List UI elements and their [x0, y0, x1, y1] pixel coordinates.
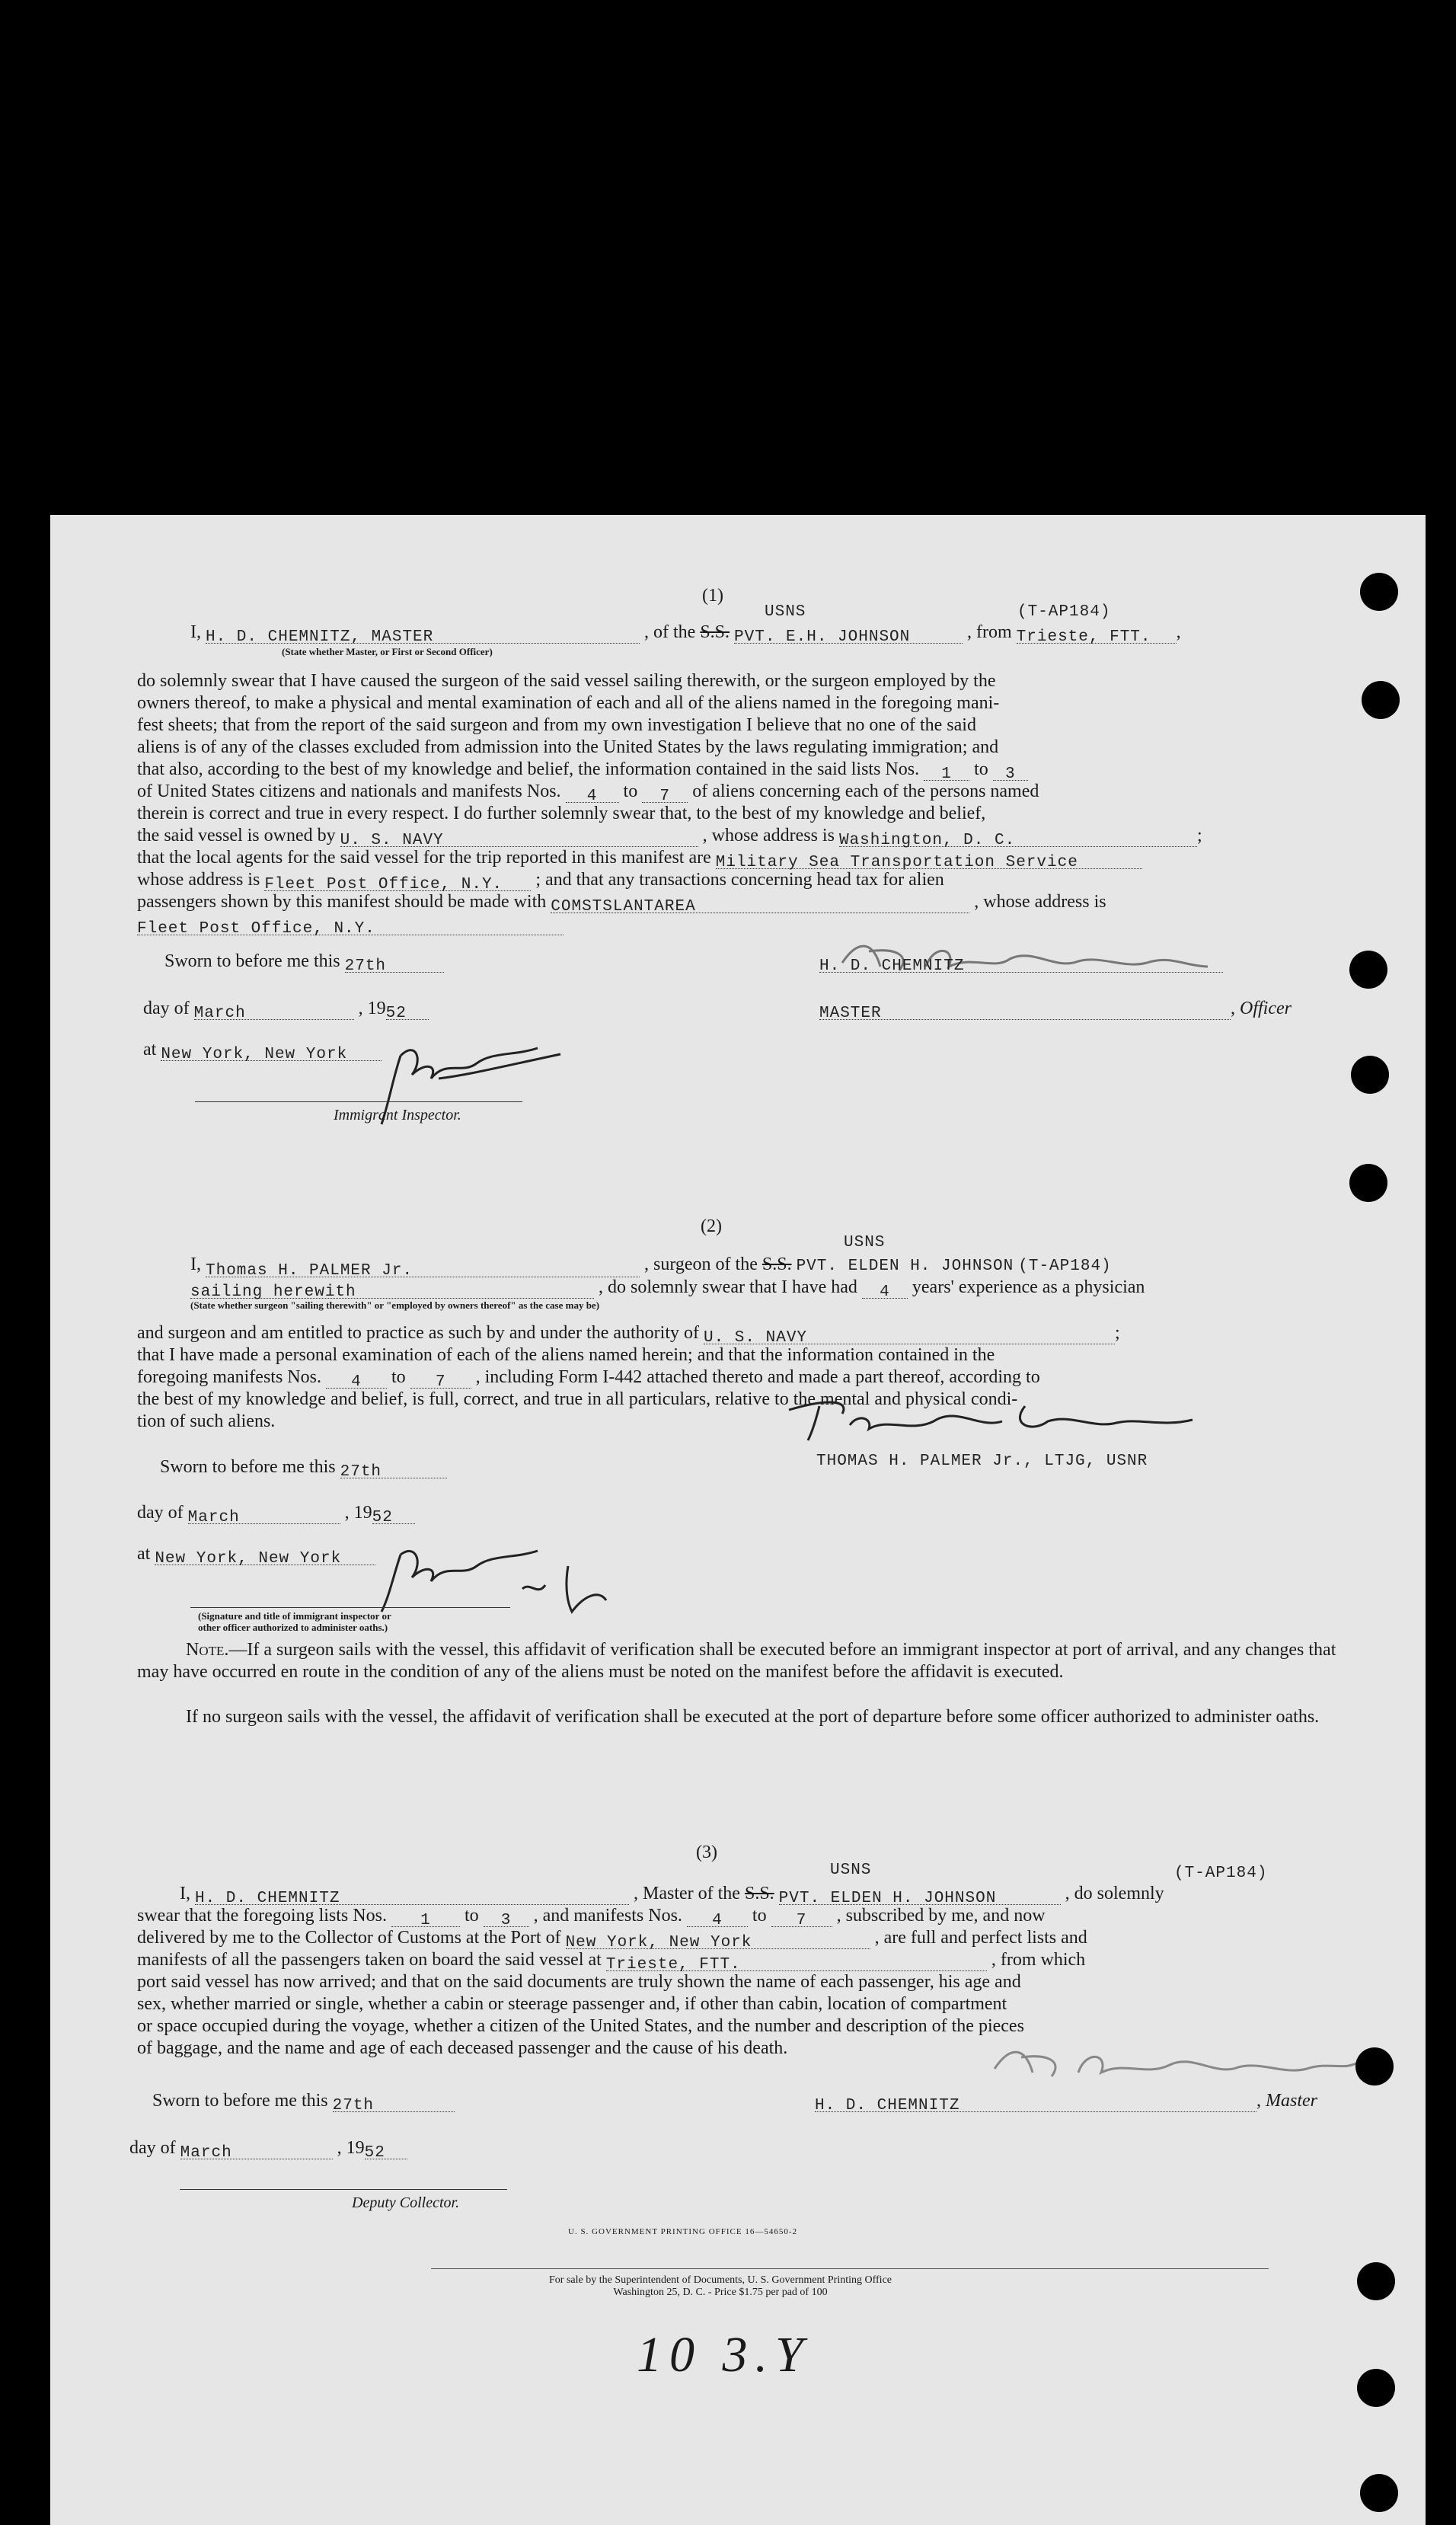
title-1: MASTER — [819, 1005, 882, 1022]
tax-address: Fleet Post Office, N.Y. — [137, 920, 375, 938]
tax-line: passengers shown by this manifest should be made with COMSTSLANTAREA , whose address is — [137, 892, 1106, 916]
years-experience: 4 — [880, 1283, 890, 1301]
signer-1: H. D. CHEMNITZ — [819, 957, 965, 975]
sworn-day-2: 27th — [340, 1463, 382, 1481]
authority: U. S. NAVY — [704, 1329, 808, 1347]
usns-label-2: USNS — [844, 1234, 886, 1251]
sale-line-2: Washington 25, D. C. - Price $1.75 per pad of 100 — [613, 2287, 828, 2298]
hull-number-2: (T-AP184) — [1018, 1258, 1112, 1275]
struck-ss: S.S. — [700, 622, 730, 642]
paragraph-2-line3: foregoing manifests Nos. 4 to 7 , including Form I-442 attached thereto and made a part thereof, according to — [137, 1367, 1040, 1391]
struck-ss-2: S.S. — [762, 1255, 792, 1274]
paragraph-3-line8: of baggage, and the name and age of each deceased passenger and the cause of his death. — [137, 2038, 788, 2058]
manifests-from-2: 4 — [351, 1373, 362, 1391]
manifests-to: 7 — [659, 788, 671, 805]
sailing-status: sailing herewith — [190, 1283, 356, 1301]
sworn-line-3: Sworn to before me this 27th — [152, 2090, 455, 2112]
vessel-name-2: PVT. ELDEN H. JOHNSON — [796, 1258, 1014, 1275]
paragraph-3-line7: or space occupied during the voyage, whether a citizen of the United States, and the number and description of the pieces — [137, 2016, 1024, 2036]
sailing-line: sailing herewith , do solemnly swear that I have had 4 years' experience as a physician — [190, 1277, 1145, 1301]
manifests-to-3: 7 — [796, 1912, 807, 1929]
paragraph-2-line4: the best of my knowledge and belief, is full, correct, and true in all particulars, relative to the mental and physical condi- — [137, 1389, 1018, 1409]
month-1: March — [193, 1005, 246, 1022]
punch-hole — [1351, 1056, 1389, 1094]
place-2: New York, New York — [155, 1550, 342, 1568]
inspector-label: Immigrant Inspector. — [334, 1107, 461, 1123]
sworn-line-2: Sworn to before me this 27th — [160, 1456, 447, 1478]
paragraph-1-line6: of United States citizens and nationals and manifests Nos. 4 to 7 of aliens concerning each of the persons named — [137, 781, 1039, 805]
surgeon-line: I, Thomas H. PALMER Jr. , surgeon of the S.S. PVT. ELDEN H. JOHNSON (T-AP184) — [190, 1255, 1112, 1280]
sale-line-1: For sale by the Superintendent of Documents, U. S. Government Printing Office — [549, 2274, 892, 2286]
struck-ss-3: S.S. — [744, 1884, 774, 1903]
signer-3: H. D. CHEMNITZ — [815, 2097, 960, 2114]
usns-label: USNS — [765, 603, 806, 621]
paragraph-1-line2: owners thereof, to make a physical and mental examination of each and all of the aliens named in the foregoing mani- — [137, 693, 1000, 713]
sig-caption-1: (Signature and title of immigrant inspector or — [198, 1610, 391, 1622]
gpo-line: U. S. GOVERNMENT PRINTING OFFICE 16—54650-2 — [568, 2227, 798, 2236]
form-sheet — [50, 515, 1426, 2525]
paragraph-1-line4: aliens is of any of the classes excluded from admission into the United States by the laws regulating immigration; and — [137, 737, 999, 757]
surgeon-name: Thomas H. PALMER Jr. — [206, 1262, 413, 1280]
signer-3-line: H. D. CHEMNITZ , Master — [815, 2091, 1317, 2114]
lists-from: 1 — [941, 765, 952, 783]
year-3: 52 — [364, 2144, 385, 2162]
year-1: 52 — [385, 1005, 407, 1022]
paragraph-2-line2: that I have made a personal examination of each of the aliens named herein; and that the information contained in the — [137, 1345, 995, 1365]
section-1-number: (1) — [702, 586, 723, 606]
master-name: H. D. CHEMNITZ, MASTER — [206, 628, 434, 646]
lists-to-3: 3 — [500, 1912, 512, 1929]
agents-line: that the local agents for the said vessel for the trip reported in this manifest are Military Sea Transportation Service — [137, 847, 1142, 869]
footer-rule — [431, 2268, 1269, 2269]
tax-agent: COMSTSLANTAREA — [551, 898, 696, 916]
punch-hole — [1357, 2369, 1395, 2407]
master-name-3: H. D. CHEMNITZ — [195, 1890, 340, 1907]
lists-from-3: 1 — [420, 1912, 431, 1929]
agents: Military Sea Transportation Service — [715, 854, 1078, 871]
section-2-number: (2) — [701, 1216, 722, 1236]
owner-line: the said vessel is owned by U. S. NAVY , whose address is Washington, D. C. ; — [137, 826, 1202, 849]
punch-hole — [1355, 2047, 1394, 2086]
sig-caption-2: other officer authorized to administer oaths.) — [198, 1622, 388, 1633]
paragraph-3-line4: manifests of all the passengers taken on board the said vessel at Trieste, FTT. , from which — [137, 1950, 1086, 1974]
inspector-rule-1 — [195, 1101, 522, 1102]
sworn-day-1: 27th — [344, 957, 387, 975]
punch-hole — [1357, 2262, 1395, 2300]
paragraph-2-line5: tion of such aliens. — [137, 1411, 276, 1431]
paragraph-1-line5: that also, according to the best of my knowledge and belief, the information contained in the said lists Nos. 1 to 3 — [137, 759, 1028, 781]
surgeon-signature — [781, 1391, 1208, 1444]
paragraph-3-line5: port said vessel has now arrived; and that on the said documents are truly shown the name of each passenger, his age and — [137, 1972, 1021, 1992]
punch-hole — [1349, 951, 1387, 989]
title-1-line: MASTER , Officer — [819, 999, 1292, 1022]
collector-rule — [180, 2189, 507, 2190]
lists-to: 3 — [1004, 765, 1016, 783]
usns-label-3: USNS — [830, 1862, 872, 1879]
note-2: If no surgeon sails with the vessel, the affidavit of verification shall be executed at the port of departure before some officer authorized to administer oaths. — [186, 1707, 1320, 1727]
place-line-1: at New York, New York — [143, 1039, 382, 1061]
manifests-to-2: 7 — [435, 1373, 446, 1391]
agents-address: Fleet Post Office, N.Y. — [264, 876, 503, 893]
inspector-rule-2 — [190, 1607, 510, 1608]
paragraph-3-line2: swear that the foregoing lists Nos. 1 to 3 , and manifests Nos. 4 to 7 , subscribed by me, and now — [137, 1906, 1046, 1929]
agents-address-line: whose address is Fleet Post Office, N.Y. ; and that any transactions concerning head tax for alien — [137, 870, 944, 893]
section-3-number: (3) — [696, 1843, 717, 1862]
paragraph-1-line3: fest sheets; that from the report of the said surgeon and from my own investigation I believe that no one of the said — [137, 715, 976, 735]
owner: U. S. NAVY — [340, 832, 444, 849]
from-port: Trieste, FTT. — [1016, 628, 1151, 646]
note-1: Note.—If a surgeon sails with the vessel, this affidavit of verification shall be executed before an immigrant inspector at port of arrival, and any changes that may have occurred en route in the condition of any of the aliens must be noted on the manifest before the affidavit is executed. — [137, 1640, 1336, 1682]
paragraph-3-line6: sex, whether married or single, whether a cabin or steerage passenger and, if other than cabin, location of compartment — [137, 1994, 1007, 2014]
owner-address: Washington, D. C. — [838, 832, 1016, 849]
manifests-from-3: 4 — [712, 1912, 723, 1929]
departure-port: Trieste, FTT. — [605, 1956, 741, 1974]
master-signature-3 — [979, 2038, 1375, 2092]
oath-line-1: I, H. D. CHEMNITZ, MASTER , of the S.S. PVT. E.H. JOHNSON , from Trieste, FTT. , — [190, 622, 1181, 646]
date-line-2: day of March , 1952 — [137, 1502, 415, 1524]
authority-line: and surgeon and am entitled to practice as such by and under the authority of U. S. NAVY ; — [137, 1323, 1120, 1347]
date-line-3: day of March , 1952 — [129, 2137, 407, 2159]
sworn-line-1: Sworn to before me this 27th — [164, 951, 444, 973]
collector-label: Deputy Collector. — [352, 2194, 460, 2211]
sailing-hint: (State whether surgeon "sailing therewith" or "employed by owners thereof" as the case may be) — [190, 1299, 600, 1311]
month-3: March — [180, 2144, 232, 2162]
paragraph-1-line1: do solemnly swear that I have caused the surgeon of the said vessel sailing therewith, or the surgeon employed by the — [137, 671, 996, 691]
paragraph-3-line3: delivered by me to the Collector of Customs at the Port of New York, New York , are full and perfect lists and — [137, 1928, 1087, 1951]
signer-1-line — [819, 951, 1223, 973]
place-line-2: at New York, New York — [137, 1543, 375, 1565]
tax-address-line — [137, 913, 564, 938]
sworn-day-3: 27th — [332, 2097, 375, 2114]
month-2: March — [187, 1509, 240, 1526]
hull-number: (T-AP184) — [1017, 603, 1111, 621]
vessel-name: PVT. E.H. JOHNSON — [734, 628, 911, 646]
hull-number-3: (T-AP184) — [1174, 1865, 1268, 1882]
punch-hole — [1360, 2474, 1398, 2512]
signer-2-line — [816, 1449, 1148, 1472]
punch-hole — [1360, 573, 1398, 611]
date-line-1: day of March , 1952 — [143, 998, 429, 1020]
punch-hole — [1362, 681, 1400, 719]
year-2: 52 — [372, 1509, 393, 1526]
vessel-name-3: PVT. ELDEN H. JOHNSON — [778, 1890, 997, 1907]
manifests-from: 4 — [586, 788, 598, 805]
master-hint: (State whether Master, or First or Second Officer) — [282, 646, 493, 657]
master-label: Master — [1266, 2091, 1317, 2111]
paragraph-1-line7: therein is correct and true in every respect. I do further solemnly swear that, to the best of my knowledge and belief, — [137, 804, 986, 823]
signer-2: THOMAS H. PALMER Jr., LTJG, USNR — [816, 1453, 1148, 1470]
officer-label: Officer — [1240, 999, 1292, 1018]
master-line-3: I, H. D. CHEMNITZ , Master of the S.S. PVT. ELDEN H. JOHNSON , do solemnly — [180, 1884, 1164, 1907]
punch-hole — [1349, 1164, 1387, 1202]
place-1: New York, New York — [161, 1046, 348, 1063]
port: New York, New York — [565, 1934, 752, 1951]
handwritten-number: 10 3.Y — [637, 2327, 811, 2383]
